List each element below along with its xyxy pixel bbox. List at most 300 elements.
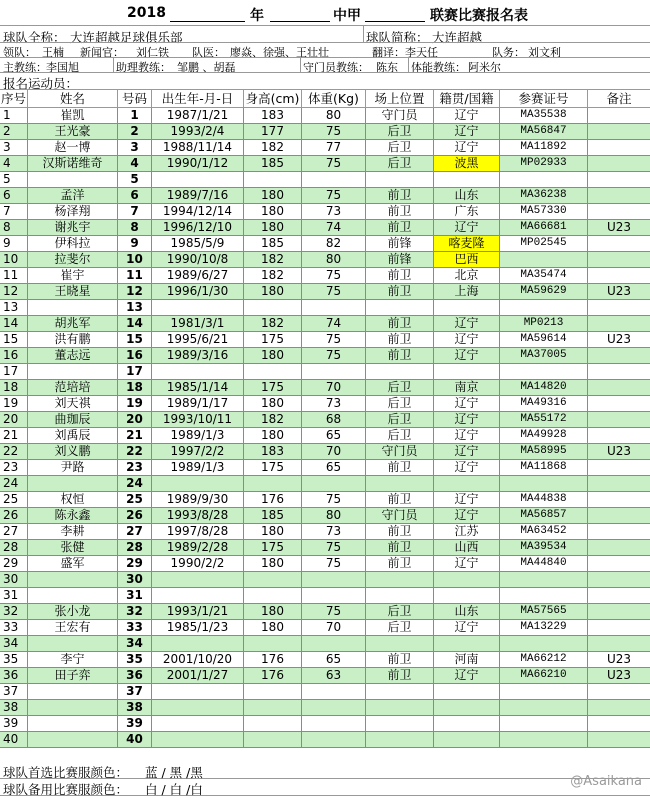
- cell-name: 陈永鑫: [28, 508, 118, 523]
- col-header: 序号: [0, 91, 26, 106]
- cell-weight: [302, 364, 366, 379]
- cell-position: 后卫: [366, 396, 434, 411]
- head-coach-value: 李国旭: [46, 61, 79, 74]
- col-header: 号码: [118, 90, 152, 108]
- cell-birth: 1990/1/12: [152, 156, 244, 171]
- table-row: [0, 284, 650, 300]
- cell-seq: 24: [0, 476, 28, 491]
- cell-cert: MA14820: [500, 380, 588, 395]
- cell-birth: 1988/11/14: [152, 140, 244, 155]
- cell-note: [588, 268, 650, 283]
- cell-origin: 辽宁: [434, 220, 500, 235]
- cell-note: [588, 492, 650, 507]
- cell-number: 3: [118, 140, 152, 155]
- cell-name: 王光豪: [28, 124, 118, 139]
- cell-height: 180: [244, 204, 302, 219]
- cell-cert: MA55172: [500, 412, 588, 427]
- table-row: [0, 732, 650, 748]
- cell-weight: 65: [302, 652, 366, 667]
- cell-cert: MA59629: [500, 284, 588, 299]
- cell-position: [366, 476, 434, 491]
- cell-height: 182: [244, 316, 302, 331]
- cell-seq: 9: [0, 236, 28, 251]
- cell-birth: 1997/2/2: [152, 444, 244, 459]
- cell-position: [366, 636, 434, 651]
- col-header: 参赛证号: [500, 90, 588, 108]
- table-row: [0, 140, 650, 156]
- col-header: 籍贯/国籍: [434, 90, 500, 108]
- col-header: 体重(Kg): [302, 90, 366, 108]
- table-row: [0, 524, 650, 540]
- cell-weight: [302, 476, 366, 491]
- cell-name: 尹路: [28, 460, 118, 475]
- cell-number: 7: [118, 204, 152, 219]
- table-row: [0, 268, 650, 284]
- cell-position: 前卫: [366, 540, 434, 555]
- cell-note: [588, 124, 650, 139]
- cell-name: 范培培: [28, 380, 118, 395]
- cell-seq: 14: [0, 316, 28, 331]
- cell-seq: 32: [0, 604, 28, 619]
- cell-birth: 1993/2/4: [152, 124, 244, 139]
- cell-origin: 辽宁: [434, 668, 500, 683]
- cell-weight: 75: [302, 540, 366, 555]
- table-row: [0, 188, 650, 204]
- cell-origin: 辽宁: [434, 108, 500, 123]
- cell-height: 185: [244, 508, 302, 523]
- cell-name: 伊科拉: [28, 236, 118, 251]
- cell-note: [588, 396, 650, 411]
- cell-height: 185: [244, 156, 302, 171]
- cell-height: [244, 572, 302, 587]
- title-suffix: 联赛比赛报名表: [430, 8, 528, 24]
- cell-position: 后卫: [366, 380, 434, 395]
- table-row: [0, 380, 650, 396]
- cell-note: [588, 412, 650, 427]
- cell-origin: 辽宁: [434, 556, 500, 571]
- cell-birth: 1994/12/14: [152, 204, 244, 219]
- cell-position: 守门员: [366, 108, 434, 123]
- cell-position: [366, 572, 434, 587]
- cell-height: 180: [244, 524, 302, 539]
- cell-birth: 1981/3/1: [152, 316, 244, 331]
- cell-cert: MA44838: [500, 492, 588, 507]
- cell-seq: 3: [0, 140, 28, 155]
- cell-birth: [152, 588, 244, 603]
- cell-seq: 21: [0, 428, 28, 443]
- cell-cert: MP02545: [500, 236, 588, 251]
- cell-birth: 1989/1/3: [152, 428, 244, 443]
- cell-seq: 4: [0, 156, 28, 171]
- table-row: [0, 684, 650, 700]
- cell-name: 曲珈辰: [28, 412, 118, 427]
- cell-note: [588, 380, 650, 395]
- cell-origin: [434, 588, 500, 603]
- cell-origin: [434, 364, 500, 379]
- cell-position: [366, 732, 434, 747]
- cell-height: [244, 476, 302, 491]
- cell-position: 前卫: [366, 348, 434, 363]
- table-row: [0, 348, 650, 364]
- full-name-value: 大连超越足球俱乐部: [70, 30, 183, 45]
- table-row: [0, 572, 650, 588]
- cell-position: [366, 716, 434, 731]
- cell-name: 盛军: [28, 556, 118, 571]
- cell-cert: MA66212: [500, 652, 588, 667]
- cell-seq: 35: [0, 652, 28, 667]
- table-row: [0, 668, 650, 684]
- cell-note: [588, 588, 650, 603]
- cell-cert: MA36238: [500, 188, 588, 203]
- cell-birth: 2001/10/20: [152, 652, 244, 667]
- kit-backup-label: 球队备用比赛服颜色：: [3, 782, 129, 797]
- cell-position: [366, 364, 434, 379]
- cell-seq: 18: [0, 380, 28, 395]
- cell-origin: 辽宁: [434, 412, 500, 427]
- cell-height: 180: [244, 428, 302, 443]
- cell-cert: [500, 588, 588, 603]
- cell-origin: 波黑: [434, 156, 500, 171]
- cell-position: 前卫: [366, 492, 434, 507]
- cell-seq: 7: [0, 204, 28, 219]
- title-year-char: 年: [250, 8, 264, 24]
- cell-name: 权恒: [28, 492, 118, 507]
- cell-birth: 1990/10/8: [152, 252, 244, 267]
- cell-origin: 辽宁: [434, 124, 500, 139]
- cell-position: 前卫: [366, 220, 434, 235]
- cell-birth: [152, 300, 244, 315]
- cell-position: [366, 172, 434, 187]
- cell-position: 后卫: [366, 124, 434, 139]
- cell-number: 30: [118, 572, 152, 587]
- cell-birth: [152, 364, 244, 379]
- cell-cert: MA57330: [500, 204, 588, 219]
- table-row: [0, 124, 650, 140]
- cell-height: 175: [244, 460, 302, 475]
- cell-birth: 1997/8/28: [152, 524, 244, 539]
- cell-origin: [434, 716, 500, 731]
- cell-origin: 喀麦隆: [434, 236, 500, 251]
- table-row: [0, 508, 650, 524]
- cell-origin: [434, 476, 500, 491]
- cell-cert: MA57565: [500, 604, 588, 619]
- cell-birth: 1989/3/16: [152, 348, 244, 363]
- cell-height: 182: [244, 252, 302, 267]
- cell-cert: [500, 732, 588, 747]
- cell-position: 后卫: [366, 604, 434, 619]
- cell-seq: 17: [0, 364, 28, 379]
- cell-position: 后卫: [366, 412, 434, 427]
- cell-height: [244, 636, 302, 651]
- title-underline: [170, 21, 245, 22]
- cell-origin: [434, 732, 500, 747]
- cell-number: 14: [118, 316, 152, 331]
- cell-name: [28, 300, 118, 315]
- cell-seq: 15: [0, 332, 28, 347]
- cell-birth: [152, 716, 244, 731]
- cell-seq: 1: [0, 108, 28, 123]
- table-row: [0, 108, 650, 124]
- cell-number: 2: [118, 124, 152, 139]
- cell-birth: 1993/10/11: [152, 412, 244, 427]
- cell-seq: 25: [0, 492, 28, 507]
- table-row: [0, 172, 650, 188]
- cell-name: 崔凯: [28, 108, 118, 123]
- doctor-value: 廖焱、徐强、王壮壮: [230, 46, 329, 59]
- cell-note: U23: [606, 444, 632, 458]
- players-label-row: [0, 72, 650, 89]
- cell-weight: [302, 700, 366, 715]
- cell-number: 1: [118, 108, 152, 123]
- cell-origin: 江苏: [434, 524, 500, 539]
- cell-name: [28, 732, 118, 747]
- cell-height: 180: [244, 220, 302, 235]
- cell-name: [28, 716, 118, 731]
- cell-origin: [434, 684, 500, 699]
- cell-height: 182: [244, 140, 302, 155]
- cell-seq: 33: [0, 620, 28, 635]
- cell-cert: [500, 636, 588, 651]
- cell-birth: 1985/1/23: [152, 620, 244, 635]
- cell-number: 20: [118, 412, 152, 427]
- fitness-value: 阿米尔: [468, 61, 501, 74]
- cell-seq: 16: [0, 348, 28, 363]
- table-row: [0, 556, 650, 572]
- cell-name: [28, 636, 118, 651]
- cell-weight: 75: [302, 604, 366, 619]
- cell-origin: 辽宁: [434, 620, 500, 635]
- cell-cert: MA37005: [500, 348, 588, 363]
- title-underline: [270, 21, 330, 22]
- cell-number: 29: [118, 556, 152, 571]
- cell-position: 后卫: [366, 620, 434, 635]
- cell-note: U23: [606, 668, 632, 682]
- cell-name: 汉斯诺维奇: [28, 156, 118, 171]
- cell-name: 崔宇: [28, 268, 118, 283]
- press-value: 刘仁铁: [136, 46, 169, 59]
- cell-weight: 65: [302, 428, 366, 443]
- cell-number: 22: [118, 444, 152, 459]
- cell-birth: 1985/1/14: [152, 380, 244, 395]
- cell-origin: 辽宁: [434, 140, 500, 155]
- cell-position: 守门员: [366, 508, 434, 523]
- cell-note: U23: [606, 652, 632, 666]
- cell-position: 前卫: [366, 332, 434, 347]
- cell-position: 前卫: [366, 204, 434, 219]
- table-row: [0, 636, 650, 652]
- cell-height: 180: [244, 188, 302, 203]
- cell-note: [588, 700, 650, 715]
- cell-position: 前卫: [366, 556, 434, 571]
- cell-weight: [302, 588, 366, 603]
- cell-origin: 辽宁: [434, 316, 500, 331]
- cell-position: [366, 700, 434, 715]
- cell-weight: 75: [302, 492, 366, 507]
- cell-position: [366, 684, 434, 699]
- cell-cert: MA49316: [500, 396, 588, 411]
- table-header: [0, 89, 650, 108]
- cell-height: 182: [244, 412, 302, 427]
- cell-position: 前卫: [366, 460, 434, 475]
- cell-cert: MA35474: [500, 268, 588, 283]
- cell-cert: [500, 476, 588, 491]
- cell-name: 李宁: [28, 652, 118, 667]
- cell-height: 183: [244, 108, 302, 123]
- cell-number: 34: [118, 636, 152, 651]
- title-underline: [365, 21, 425, 22]
- cell-name: 孟洋: [28, 188, 118, 203]
- cell-position: 前锋: [366, 236, 434, 251]
- cell-weight: 73: [302, 204, 366, 219]
- cell-height: [244, 364, 302, 379]
- full-name-label: 球队全称：: [3, 30, 66, 45]
- cell-cert: [500, 300, 588, 315]
- cell-seq: 40: [0, 732, 28, 747]
- table-row: [0, 652, 650, 668]
- cell-cert: MP02933: [500, 156, 588, 171]
- cell-note: [588, 108, 650, 123]
- cell-number: 21: [118, 428, 152, 443]
- cell-birth: 1985/5/9: [152, 236, 244, 251]
- cell-birth: [152, 572, 244, 587]
- cell-cert: MA35538: [500, 108, 588, 123]
- cell-height: [244, 716, 302, 731]
- cell-number: 9: [118, 236, 152, 251]
- cell-birth: 1995/6/21: [152, 332, 244, 347]
- cell-note: U23: [606, 332, 632, 346]
- cell-birth: 1989/7/16: [152, 188, 244, 203]
- cell-height: [244, 588, 302, 603]
- cell-cert: MA11892: [500, 140, 588, 155]
- cell-birth: [152, 636, 244, 651]
- cell-seq: 34: [0, 636, 28, 651]
- cell-note: [588, 716, 650, 731]
- cell-origin: 山东: [434, 604, 500, 619]
- cell-name: [28, 588, 118, 603]
- cell-height: 180: [244, 396, 302, 411]
- cell-weight: 70: [302, 380, 366, 395]
- cell-number: 35: [118, 652, 152, 667]
- cell-birth: 1989/1/3: [152, 460, 244, 475]
- cell-note: [588, 156, 650, 171]
- cell-cert: MA58995: [500, 444, 588, 459]
- cell-note: [588, 524, 650, 539]
- cell-number: 28: [118, 540, 152, 555]
- table-row: [0, 364, 650, 380]
- cell-note: [588, 316, 650, 331]
- cell-name: 张小龙: [28, 604, 118, 619]
- cell-number: 33: [118, 620, 152, 635]
- cell-origin: 辽宁: [434, 428, 500, 443]
- cell-birth: 1990/2/2: [152, 556, 244, 571]
- cell-origin: 河南: [434, 652, 500, 667]
- cell-number: 32: [118, 604, 152, 619]
- table-row: [0, 604, 650, 620]
- cell-seq: 31: [0, 588, 28, 603]
- cell-name: 杨泽翔: [28, 204, 118, 219]
- cell-weight: [302, 732, 366, 747]
- kit-primary-row: [0, 762, 650, 779]
- cell-note: U23: [606, 220, 632, 234]
- cell-birth: [152, 700, 244, 715]
- cell-height: [244, 300, 302, 315]
- cell-position: 后卫: [366, 156, 434, 171]
- cell-position: 前卫: [366, 524, 434, 539]
- cell-note: [588, 140, 650, 155]
- cell-weight: [302, 636, 366, 651]
- cell-birth: 1989/9/30: [152, 492, 244, 507]
- cell-number: 37: [118, 684, 152, 699]
- table-row: [0, 460, 650, 476]
- cell-number: 17: [118, 364, 152, 379]
- cell-weight: 80: [302, 508, 366, 523]
- cell-height: [244, 172, 302, 187]
- table-row: [0, 316, 650, 332]
- cell-seq: 27: [0, 524, 28, 539]
- cell-weight: [302, 172, 366, 187]
- table-row: [0, 156, 650, 172]
- cell-origin: [434, 636, 500, 651]
- cell-birth: 1993/8/28: [152, 508, 244, 523]
- cell-note: [588, 236, 650, 251]
- cell-seq: 5: [0, 172, 28, 187]
- cell-height: 180: [244, 348, 302, 363]
- cell-origin: 山西: [434, 540, 500, 555]
- cell-note: [588, 172, 650, 187]
- cell-position: 前卫: [366, 188, 434, 203]
- cell-name: 王晓星: [28, 284, 118, 299]
- cell-note: [588, 508, 650, 523]
- cell-note: U23: [606, 284, 632, 298]
- cell-birth: 1989/2/28: [152, 540, 244, 555]
- cell-weight: 75: [302, 284, 366, 299]
- table-row: [0, 716, 650, 732]
- cell-height: 180: [244, 284, 302, 299]
- cell-weight: 68: [302, 412, 366, 427]
- cell-cert: MA66210: [500, 668, 588, 683]
- cell-weight: 80: [302, 108, 366, 123]
- cell-name: [28, 172, 118, 187]
- cell-number: 23: [118, 460, 152, 475]
- cell-note: [588, 476, 650, 491]
- cell-cert: MA39534: [500, 540, 588, 555]
- cell-name: [28, 684, 118, 699]
- cell-height: [244, 732, 302, 747]
- cell-seq: 6: [0, 188, 28, 203]
- cell-height: 185: [244, 236, 302, 251]
- cell-origin: 辽宁: [434, 492, 500, 507]
- cell-weight: [302, 300, 366, 315]
- cell-height: 176: [244, 668, 302, 683]
- cell-origin: 广东: [434, 204, 500, 219]
- table-row: [0, 444, 650, 460]
- cell-cert: MA49928: [500, 428, 588, 443]
- cell-cert: [500, 172, 588, 187]
- kit-primary-label: 球队首选比赛服颜色：: [3, 765, 129, 780]
- col-header: 身高(cm): [244, 90, 302, 108]
- cell-cert: MA13229: [500, 620, 588, 635]
- cell-name: 张健: [28, 540, 118, 555]
- cell-name: 胡兆军: [28, 316, 118, 331]
- cell-number: 36: [118, 668, 152, 683]
- cell-seq: 23: [0, 460, 28, 475]
- cell-weight: 75: [302, 268, 366, 283]
- cell-name: [28, 364, 118, 379]
- affairs-value: 刘文利: [528, 46, 561, 59]
- cell-seq: 22: [0, 444, 28, 459]
- short-name-label: 球队简称：: [366, 30, 429, 45]
- col-header: 姓名: [28, 90, 118, 108]
